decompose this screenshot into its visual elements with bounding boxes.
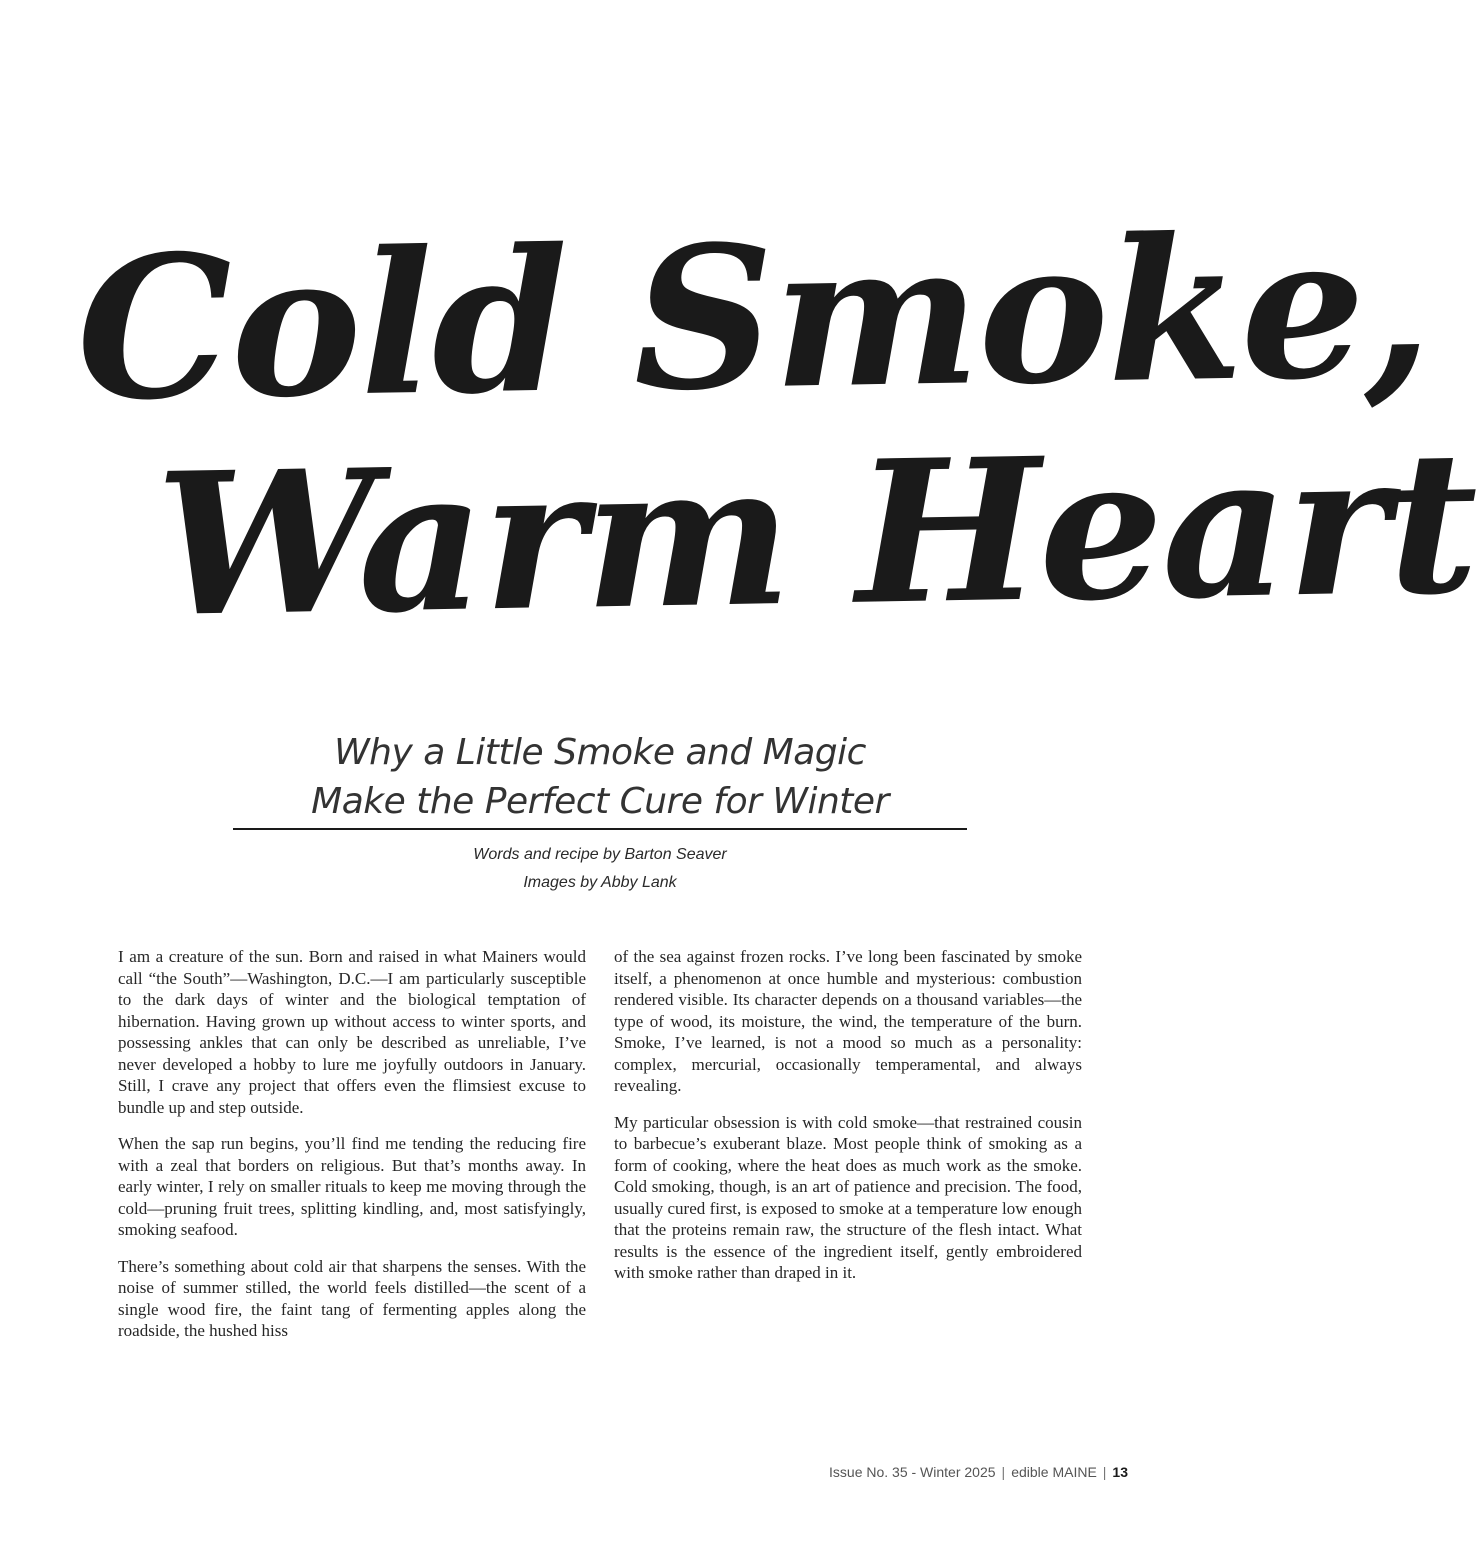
page-number: 13	[1112, 1464, 1128, 1480]
byline-images: Images by Abby Lank	[523, 874, 677, 891]
body-column-left	[118, 946, 586, 1357]
page-footer	[829, 1464, 1128, 1480]
body-paragraph: I am a creature of the sun. Born and raised in what Mainers would call “the South”—Washington, D.C.—I am particularly susceptible to the dark days of winter and the biological temptation of hibernation. Having grown up without access to winter sports, and possessing ankles that can only be described as unreliable, I’ve never developed a hobby to lure me joyfully outdoors in January. Still, I crave any project that offers even the flimsiest excuse to bundle up and step outside.	[118, 947, 586, 1117]
article-subtitle-line-1: Why a Little Smoke and Magic	[334, 732, 866, 773]
subtitle-divider	[233, 828, 967, 830]
footer-separator: |	[1102, 1464, 1107, 1480]
body-paragraph: My particular obsession is with cold smoke—that restrained cousin to barbecue’s exuberant blaze. Most people think of smoking as a form of cooking, where the heat does as much work as the smoke. Cold smoking, though, is an art of patience and precision. The food, usually cured first, is exposed to smoke at a temperature low enough that the proteins remain raw, the structure of the flesh intact. What results is the essence of the ingredient itself, gently embroidered with smoke rather than draped in it.	[614, 1112, 1082, 1282]
byline-words: Words and recipe by Barton Seaver	[473, 846, 727, 863]
body-column-right	[614, 946, 1082, 1299]
article-title-line-2: Warm Heart	[154, 407, 1478, 661]
article-subtitle-line-2: Make the Perfect Cure for Winter	[311, 781, 889, 822]
body-paragraph: of the sea against frozen rocks. I’ve long been fascinated by smoke itself, a phenomenon at once humble and mysterious: combustion rendered visible. Its character depends on a thousand variables—the type of wood, its moisture, the wind, the temperature of the burn. Smoke, I’ve learned, is not a mood so much as a personality: complex, mercurial, occasionally temperamental, and always revealing.	[614, 947, 1082, 1095]
body-paragraph: There’s something about cold air that sharpens the senses. With the noise of summer stilled, the world feels distilled—the scent of a single wood fire, the faint tang of fermenting apples along the roadside, the hushed hiss	[118, 1256, 586, 1340]
publication-name: edible MAINE	[1011, 1464, 1097, 1480]
issue-info: Issue No. 35 - Winter 2025	[829, 1464, 996, 1480]
body-paragraph: When the sap run begins, you’ll find me tending the reducing fire with a zeal that borders on religious. But that’s months away. In early winter, I rely on smaller rituals to keep me moving through the cold—pruning fruit trees, splitting kindling, and, most satisfyingly, smoking seafood.	[118, 1134, 586, 1239]
footer-separator: |	[1001, 1464, 1006, 1480]
article-title-line-1: Cold Smoke,	[74, 191, 1432, 445]
